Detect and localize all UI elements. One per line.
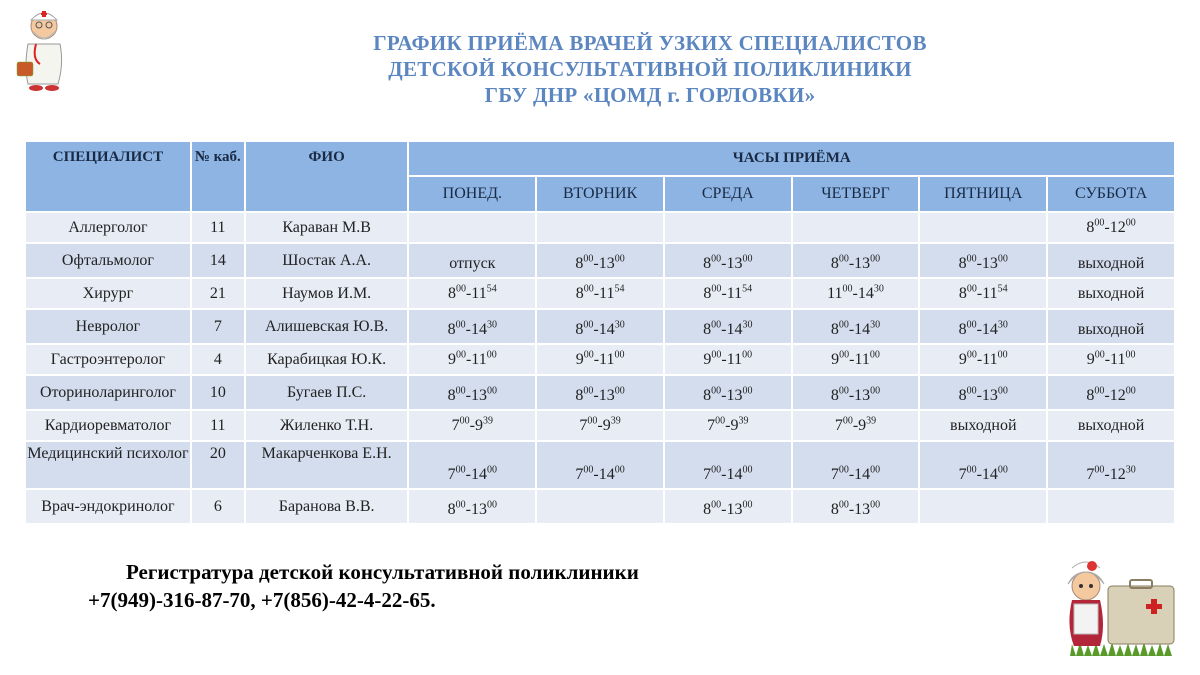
cell-hours: $7^{00}-9^{39}$ [409, 411, 535, 440]
cell-hours: $7^{00}-9^{39}$ [665, 411, 791, 440]
cell-name: Шостак А.А. [246, 244, 408, 277]
cell-hours: $9^{00}-11^{00}$ [1048, 345, 1174, 374]
cell-hours: $7^{00}-14^{00}$ [665, 442, 791, 488]
cell-room: 11 [192, 213, 244, 242]
cell-hours: $7^{00}-14^{00}$ [537, 442, 663, 488]
cell-specialist: Гастроэнтеролог [26, 345, 190, 374]
cell-room: 11 [192, 411, 244, 440]
cell-hours: $8^{00}-13^{00}$ [793, 376, 919, 409]
cell-hours: $8^{00}-13^{00}$ [665, 490, 791, 523]
cell-hours: $8^{00}-11^{54}$ [537, 279, 663, 308]
cell-hours: $8^{00}-13^{00}$ [793, 490, 919, 523]
registry-label: Регистратура детской консультативной поликлиники [126, 560, 639, 584]
cell-hours [665, 213, 791, 242]
registry-footer [88, 558, 639, 614]
schedule-table [24, 140, 1176, 525]
cell-room: 10 [192, 376, 244, 409]
cell-hours: $8^{00}-12^{00}$ [1048, 213, 1174, 242]
header-name: ФИО [246, 142, 408, 211]
registry-phones: +7(949)-316-87-70, +7(856)-42-4-22-65. [88, 588, 436, 612]
day-header: СУББОТА [1048, 177, 1174, 211]
cell-room: 4 [192, 345, 244, 374]
day-header: ПОНЕД. [409, 177, 535, 211]
cell-hours: $8^{00}-13^{00}$ [665, 244, 791, 277]
cell-room: 7 [192, 310, 244, 343]
cell-hours: отпуск [409, 244, 535, 277]
cell-hours: $8^{00}-13^{00}$ [537, 244, 663, 277]
cell-room: 14 [192, 244, 244, 277]
page-title [300, 30, 1000, 108]
cell-hours: $8^{00}-13^{00}$ [920, 244, 1046, 277]
cell-specialist: Врач-эндокринолог [26, 490, 190, 523]
cell-hours: $9^{00}-11^{00}$ [537, 345, 663, 374]
day-header: ЧЕТВЕРГ [793, 177, 919, 211]
cell-name: Караван М.В [246, 213, 408, 242]
cell-specialist: Невролог [26, 310, 190, 343]
cell-name: Наумов И.М. [246, 279, 408, 308]
cell-hours [793, 213, 919, 242]
table-row [26, 345, 1174, 374]
cell-hours: $8^{00}-11^{54}$ [920, 279, 1046, 308]
cell-name: Карабицкая Ю.К. [246, 345, 408, 374]
cell-hours: $8^{00}-14^{30}$ [537, 310, 663, 343]
cell-specialist: Оториноларинголог [26, 376, 190, 409]
cell-hours: $8^{00}-13^{00}$ [409, 490, 535, 523]
day-header: ПЯТНИЦА [920, 177, 1046, 211]
cell-hours: $7^{00}-9^{39}$ [537, 411, 663, 440]
title-line-1: ГРАФИК ПРИЁМА ВРАЧЕЙ УЗКИХ СПЕЦИАЛИСТОВ [373, 31, 927, 55]
cell-hours [537, 213, 663, 242]
header-specialist: СПЕЦИАЛИСТ [26, 142, 190, 211]
cell-hours: $7^{00}-9^{39}$ [793, 411, 919, 440]
cell-hours: $8^{00}-13^{00}$ [920, 376, 1046, 409]
cell-hours: $8^{00}-14^{30}$ [920, 310, 1046, 343]
cell-name: Жиленко Т.Н. [246, 411, 408, 440]
title-line-2: ДЕТСКОЙ КОНСУЛЬТАТИВНОЙ ПОЛИКЛИНИКИ [388, 57, 912, 81]
cell-hours: $8^{00}-14^{30}$ [793, 310, 919, 343]
cell-name: Макарченкова Е.Н. [246, 442, 408, 488]
cell-hours: $9^{00}-11^{00}$ [665, 345, 791, 374]
cell-name: Баранова В.В. [246, 490, 408, 523]
cell-specialist: Кардиоревматолог [26, 411, 190, 440]
header-room [192, 142, 244, 211]
masha-doctor-cartoon-icon [1050, 556, 1180, 656]
cell-specialist: Офтальмолог [26, 244, 190, 277]
cell-hours [537, 490, 663, 523]
cell-hours: $7^{00}-14^{00}$ [920, 442, 1046, 488]
header-hours: ЧАСЫ ПРИЁМА [409, 142, 1174, 175]
cell-hours: $8^{00}-13^{00}$ [409, 376, 535, 409]
cell-hours: $7^{00}-12^{30}$ [1048, 442, 1174, 488]
cell-hours: $7^{00}-14^{00}$ [409, 442, 535, 488]
cell-hours: $8^{00}-11^{54}$ [665, 279, 791, 308]
cell-specialist: Хирург [26, 279, 190, 308]
cell-room: 6 [192, 490, 244, 523]
table-row [26, 411, 1174, 440]
cell-hours: выходной [1048, 310, 1174, 343]
cell-name: Алишевская Ю.В. [246, 310, 408, 343]
cell-room: 21 [192, 279, 244, 308]
cell-hours: $8^{00}-13^{00}$ [665, 376, 791, 409]
cell-specialist: Медицинский психолог [26, 442, 190, 488]
cell-room: 20 [192, 442, 244, 488]
cell-hours: выходной [920, 411, 1046, 440]
cell-specialist: Аллерголог [26, 213, 190, 242]
cell-hours: $9^{00}-11^{00}$ [793, 345, 919, 374]
day-header: СРЕДА [665, 177, 791, 211]
cell-hours: $9^{00}-11^{00}$ [409, 345, 535, 374]
cell-hours [920, 490, 1046, 523]
header-room-label: № каб. [194, 149, 241, 165]
doctor-cartoon-icon [14, 4, 76, 92]
cell-hours: выходной [1048, 279, 1174, 308]
cell-hours: $8^{00}-14^{30}$ [409, 310, 535, 343]
title-line-3: ГБУ ДНР «ЦОМД г. ГОРЛОВКИ» [484, 83, 816, 107]
table-row [26, 279, 1174, 308]
table-row [26, 213, 1174, 242]
table-row [26, 244, 1174, 277]
table-row [26, 310, 1174, 343]
table-row [26, 442, 1174, 488]
cell-hours: $7^{00}-14^{00}$ [793, 442, 919, 488]
cell-hours: $8^{00}-14^{30}$ [665, 310, 791, 343]
cell-hours: $8^{00}-11^{54}$ [409, 279, 535, 308]
cell-name: Бугаев П.С. [246, 376, 408, 409]
cell-hours: выходной [1048, 411, 1174, 440]
table-row [26, 376, 1174, 409]
cell-hours [409, 213, 535, 242]
schedule-body [26, 213, 1174, 523]
cell-hours: $8^{00}-13^{00}$ [537, 376, 663, 409]
cell-hours [920, 213, 1046, 242]
day-header: ВТОРНИК [537, 177, 663, 211]
table-row [26, 490, 1174, 523]
cell-hours [1048, 490, 1174, 523]
cell-hours: выходной [1048, 244, 1174, 277]
cell-hours: $8^{00}-12^{00}$ [1048, 376, 1174, 409]
cell-hours: $11^{00}-14^{30}$ [793, 279, 919, 308]
cell-hours: $9^{00}-11^{00}$ [920, 345, 1046, 374]
cell-hours: $8^{00}-13^{00}$ [793, 244, 919, 277]
